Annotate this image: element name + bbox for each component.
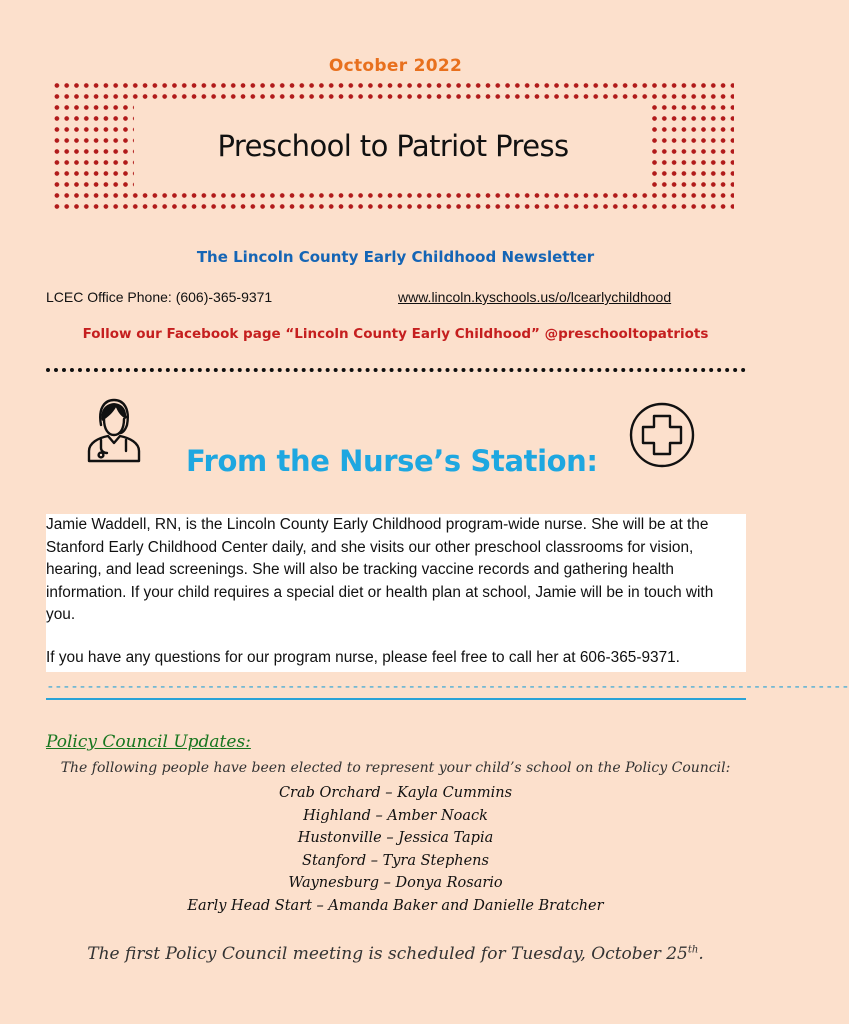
medical-cross-icon (627, 400, 697, 470)
list-item: Hustonville – Jessica Tapia (297, 830, 494, 847)
policy-section-heading: Policy Council Updates: (46, 732, 251, 752)
meeting-text: The first Policy Council meeting is scheduled for Tuesday, October 25 (87, 944, 688, 964)
dashed-divider: ---------------------------------------------------------------------------------------------------- (46, 682, 746, 700)
dotted-divider (46, 368, 746, 372)
office-phone: LCEC Office Phone: (606)-365-9371 (46, 289, 273, 305)
representatives-list (0, 782, 791, 918)
list-item: Early Head Start – Amanda Baker and Danielle Bratcher (187, 897, 604, 914)
list-item: Stanford – Tyra Stephens (302, 852, 489, 869)
nurse-section-heading: From the Nurse’s Station: (186, 444, 598, 478)
meeting-end: . (698, 944, 704, 964)
list-item: Crab Orchard – Kayla Cummins (278, 785, 513, 801)
newsletter-title: Preschool to Patriot Press (217, 129, 569, 163)
nurse-icon (86, 395, 142, 465)
list-item: Highland – Amber Noack (303, 807, 488, 824)
meeting-notice (0, 944, 791, 964)
nurse-paragraph-1: Jamie Waddell, RN, is the Lincoln County Early Childhood program-wide nurse. She will be at the Stanford Early Childhood Center daily, and she visits our other preschool classrooms for vision, hearing, and lead screenings. She will also be tracking vaccine records and gathering health information. If your child requires a special diet or health plan at school, Jamie will be in touch with you. (46, 516, 714, 624)
nurse-section-text (46, 514, 746, 672)
list-item: Waynesburg – Donya Rosario (288, 875, 503, 892)
nurse-paragraph-2: If you have any questions for our program nurse, please feel free to call her at 606-365-9371. (46, 648, 680, 666)
policy-intro: The following people have been elected to represent your child’s school on the Policy Council: (60, 760, 731, 776)
facebook-notice: Follow our Facebook page “Lincoln County Early Childhood” @preschooltopatriots (82, 326, 709, 342)
issue-date: October 2022 (328, 56, 463, 76)
title-banner (52, 80, 734, 214)
meeting-ordinal: th (687, 944, 699, 956)
title-banner-inner (134, 103, 652, 189)
newsletter-subtitle: The Lincoln County Early Childhood Newsletter (196, 248, 595, 266)
website-link[interactable]: www.lincoln.kyschools.us/o/lcearlychildhood (398, 289, 672, 305)
